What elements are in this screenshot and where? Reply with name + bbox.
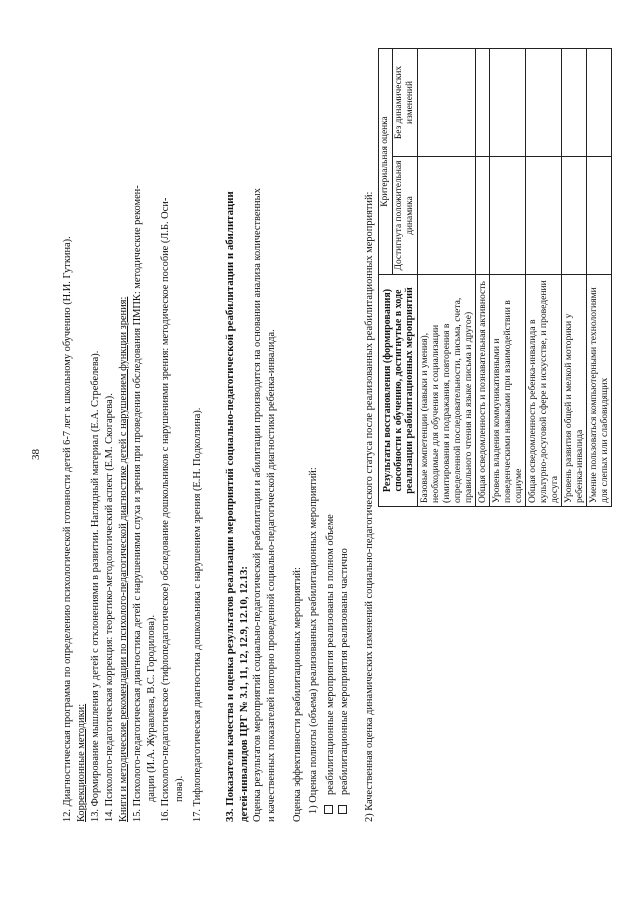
checkbox-row-full <box>324 514 337 814</box>
checkbox-row-partial <box>338 548 351 814</box>
completeness-label: 1) Оценка полноты (объема) реализованных реабилитационных мероприятий: <box>308 467 319 814</box>
list-item-12: 12. Диагностическая программа по определению психологической готовности детей 6-7 лет к школьному обучению (Н.И. Гуткина). <box>62 236 73 822</box>
positive-dynamics-cell[interactable] <box>562 157 587 275</box>
page-number: 38 <box>30 449 42 460</box>
no-changes-header: Без динамических изменений <box>393 48 418 156</box>
no-changes-cell[interactable] <box>587 48 612 156</box>
table-row <box>562 48 587 506</box>
table-row <box>476 48 490 506</box>
no-changes-cell[interactable] <box>526 48 562 156</box>
effectiveness-label: Оценка эффективности реабилитационных мероприятий: <box>292 567 303 822</box>
no-changes-cell[interactable] <box>562 48 587 156</box>
list-item-17: 17. Тифлопедагогическая диагностика дошкольника с нарушением зрения (Е.Н. Подколзина). <box>192 407 203 822</box>
no-changes-cell[interactable] <box>418 48 476 156</box>
table-row <box>526 48 562 506</box>
positive-dynamics-cell[interactable] <box>587 157 612 275</box>
books-heading: Книги и методические рекомендации по психолого-педагогической диагностике детей с нарушением функции зрения: <box>118 296 129 822</box>
results-column-header: Результаты восстановления (формирования) способности к обучению, достигнутые в ходе реализации реабилитационных мероприятий <box>379 275 418 507</box>
positive-dynamics-cell[interactable] <box>490 157 526 275</box>
checkbox-partial-label: реабилитационные мероприятия реализованы частично <box>339 548 350 795</box>
table-row-label: Умение пользоваться компьютерными технологиями для слепых или слабовидящих <box>587 275 612 507</box>
correction-methods-heading: Коррекционные методики: <box>76 703 87 822</box>
checkbox-full[interactable] <box>324 805 333 814</box>
no-changes-cell[interactable] <box>490 48 526 156</box>
no-changes-cell[interactable] <box>476 48 490 156</box>
list-item-13: 13. Формирование мышления у детей с отклонениями в развитии. Наглядный материал (Е.А. Стребелева). <box>90 350 101 822</box>
list-item-15-cont: дации (И.А. Журавлева, В.С. Городилова). <box>146 614 157 802</box>
list-item-16-cont: пова). <box>174 775 185 802</box>
checkbox-full-label: реабилитационные мероприятия реализованы в полном объеме <box>325 514 336 795</box>
section-33-heading: 33. Показатели качества и оценка результатов реализации мероприятий социально-педагогической реабилитации и абилитации <box>224 191 236 822</box>
table-row <box>587 48 612 506</box>
positive-dynamics-cell[interactable] <box>476 157 490 275</box>
table-row-label: Общая осведомленность и познавательная активность <box>476 275 490 507</box>
list-item-15: 15. Психолого-педагогическая диагностика детей с нарушениями слуха и зрения при проведении обследования ПМПК: методические рекомен- <box>132 185 143 822</box>
section-33-paragraph: Оценка результатов мероприятий социально-педагогической реабилитации и абилитации производится на основании анализа количественных <box>252 188 263 822</box>
table-row-label: Уровень развития общей и мелкой моторики у ребенка-инвалида <box>562 275 587 507</box>
table-row-label: Общая осведомленность ребенка-инвалида в культурно-досуговой сфере и искусстве, и проведении досуга <box>526 275 562 507</box>
list-item-14: 14. Психолого-педагогическая коррекция: теоретико-методологический аспект (Е.М. Скогарева). <box>104 393 115 822</box>
table-row-label: Уровень владения коммуникативными и поведенческими навыками при взаимодействии в социуме <box>490 275 526 507</box>
table-row <box>490 48 526 506</box>
criteria-table <box>378 48 612 507</box>
criteria-group-header: Критериальная оценка <box>379 48 393 274</box>
positive-dynamics-header: Достигнута положительная динамика <box>393 157 418 275</box>
positive-dynamics-cell[interactable] <box>418 157 476 275</box>
checkbox-partial[interactable] <box>338 805 347 814</box>
table-row <box>418 48 476 506</box>
list-item-16: 16. Психолого-педагогическое (тифлопедагогическое) обследование дошкольников с нарушениями зрения: методическое пособие (Л.Б. Оси- <box>160 197 171 822</box>
section-33-heading-cont: детей-инвалидов ЦРГ № 3.1, 11, 12, 12.9, 12.10, 12.13: <box>238 565 250 822</box>
qualitative-assessment-label: 2) Качественная оценка динамических изменений социально-педагогического статуса после реализованных реабилитационных мероприятий: <box>364 191 375 822</box>
positive-dynamics-cell[interactable] <box>526 157 562 275</box>
table-row-label: Базовые компетенции (навыки и умения), необходимые для обучения и социализации (имитирования и подражания, повторения в определенной последовательности, письма, счета, правильного чтения на языке письма и другое) <box>418 275 476 507</box>
section-33-paragraph-cont: и качественных показателей повторно проведенной социально-педагогической диагностики ребенка-инвалида. <box>266 329 277 822</box>
